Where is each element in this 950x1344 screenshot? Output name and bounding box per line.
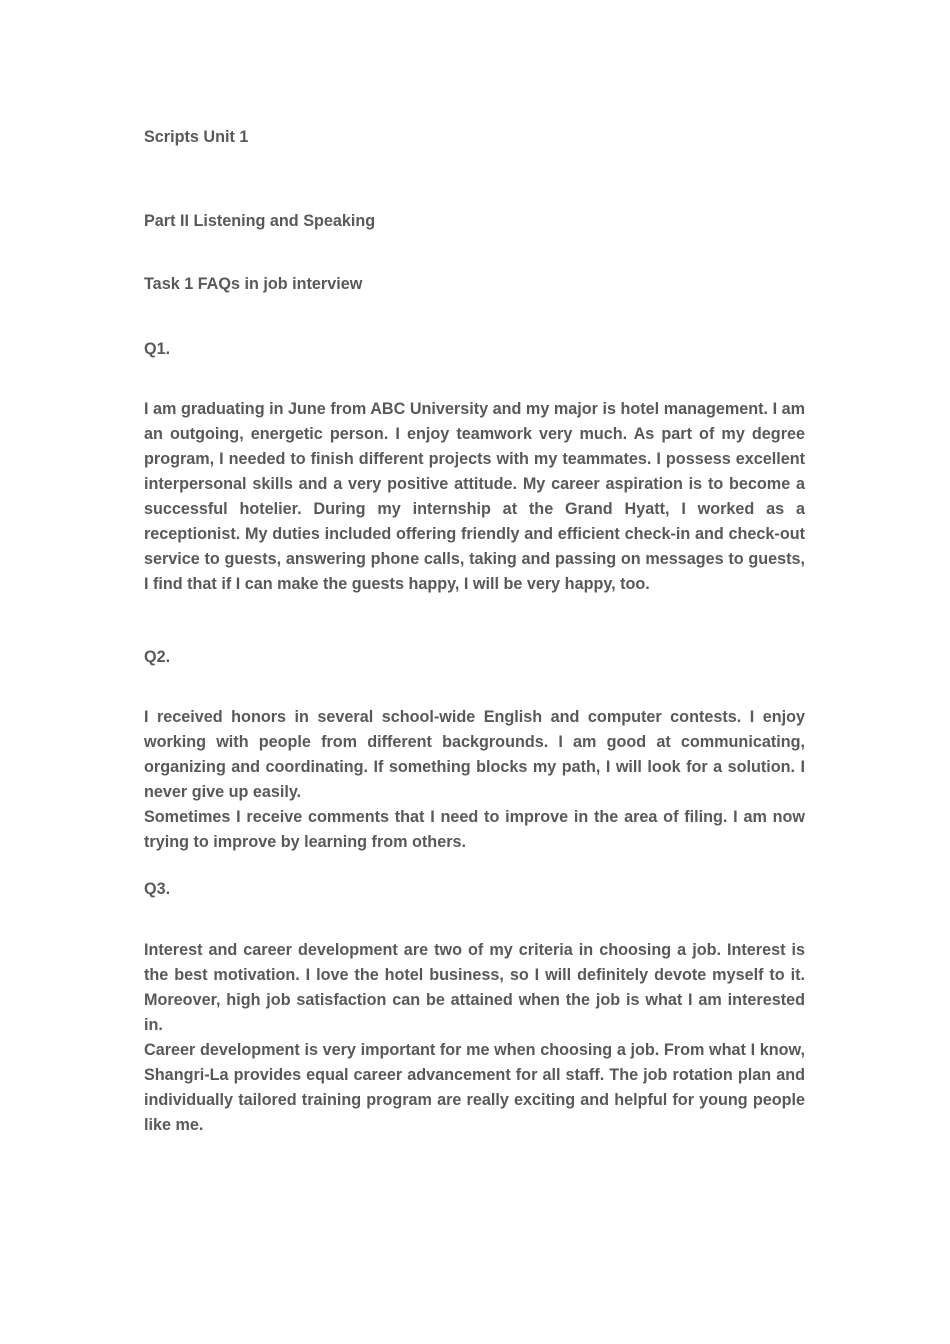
question-label-q3: Q3. (144, 880, 171, 898)
question-label-q2: Q2. (144, 648, 171, 666)
answer-q3 (144, 938, 805, 1138)
answer-q2 (144, 705, 805, 855)
answer-paragraph: I am graduating in June from ABC University and my major is hotel management. I am an outgoing, energetic person. I enjoy teamwork very much. As part of my degree program, I needed to finish different projects with my teammates. I possess excellent interpersonal skills and a very positive attitude. My career aspiration is to become a successful hotelier. During my internship at the Grand Hyatt, I worked as a receptionist. My duties included offering friendly and efficient check-in and check-out service to guests, answering phone calls, taking and passing on messages to guests, I find that if I can make the guests happy, I will be very happy, too. (144, 400, 805, 593)
answer-paragraph: I received honors in several school-wide English and computer contests. I enjoy working with people from different backgrounds. I am good at communicating, organizing and coordinating. If something blocks my path, I will look for a solution. I never give up easily. (144, 708, 805, 801)
answer-paragraph: Career development is very important for me when choosing a job. From what I know, Shangri-La provides equal career advancement for all staff. The job rotation plan and individually tailored training program are really exciting and helpful for young people like me. (144, 1041, 805, 1134)
document-title: Scripts Unit 1 (144, 128, 249, 146)
task-heading: Task 1 FAQs in job interview (144, 275, 363, 293)
question-label-q1: Q1. (144, 340, 171, 358)
part-heading: Part II Listening and Speaking (144, 212, 376, 230)
answer-q1 (144, 397, 805, 597)
answer-paragraph: Interest and career development are two of my criteria in choosing a job. Interest is the best motivation. I love the hotel business, so I will definitely devote myself to it. Moreover, high job satisfaction can be attained when the job is what I am interested in. (144, 941, 805, 1034)
answer-paragraph: Sometimes I receive comments that I need to improve in the area of filing. I am now trying to improve by learning from others. (144, 808, 805, 851)
